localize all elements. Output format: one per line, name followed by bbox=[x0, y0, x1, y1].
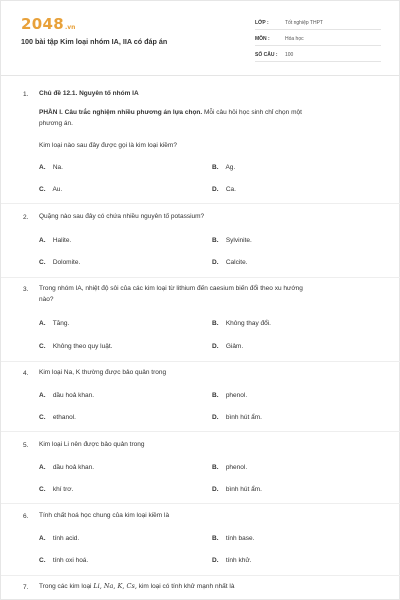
topic-number: 1. bbox=[23, 91, 29, 98]
option-a[interactable]: A. dầu hoả khan. bbox=[39, 392, 95, 399]
question-number: 2. bbox=[23, 214, 29, 221]
question-number: 3. bbox=[23, 286, 29, 293]
meta-value: 100 bbox=[285, 52, 294, 58]
option-c[interactable]: C. khí trơ. bbox=[39, 486, 74, 493]
meta-row-subject bbox=[255, 31, 381, 46]
option-a[interactable]: A. tính acid. bbox=[39, 535, 80, 542]
part-text: Mỗi câu hỏi học sinh chỉ chọn một bbox=[202, 109, 302, 116]
option-b[interactable]: B. phenol. bbox=[212, 392, 248, 399]
question-text: Kim loại Na, K thường được bảo quản trong bbox=[39, 369, 167, 376]
question-divider bbox=[1, 575, 400, 576]
meta-key: LỚP : bbox=[255, 20, 269, 26]
option-b[interactable]: B. Ag. bbox=[212, 164, 236, 171]
option-d[interactable]: D. bình hút ẩm. bbox=[212, 486, 262, 493]
question-divider bbox=[1, 203, 400, 204]
option-d[interactable]: D. bình hút ẩm. bbox=[212, 414, 262, 421]
meta-value: Tốt nghiệp THPT bbox=[285, 20, 323, 26]
meta-key: SỐ CÂU : bbox=[255, 52, 278, 58]
option-d[interactable]: D. tính khử. bbox=[212, 557, 252, 564]
question-number: 7. bbox=[23, 584, 29, 591]
question-text: Trong các kim loại Li, Na, K, Cs, kim loại có tính khử mạnh nhất là bbox=[39, 582, 235, 590]
site-logo[interactable] bbox=[21, 15, 75, 33]
option-b[interactable]: B. Không thay đổi. bbox=[212, 320, 271, 327]
option-b[interactable]: B. phenol. bbox=[212, 464, 248, 471]
topic-title: Chủ đề 12.1. Nguyên tố nhóm IA bbox=[39, 90, 139, 97]
question-text: Kim loại nào sau đây được gọi là kim loại kiềm? bbox=[39, 142, 177, 149]
document-header bbox=[1, 1, 400, 75]
option-d[interactable]: D. Giảm. bbox=[212, 343, 244, 350]
logo-suffix: .vn bbox=[64, 24, 76, 31]
option-d[interactable]: D. Ca. bbox=[212, 186, 236, 193]
part-text-cont: phương án. bbox=[39, 120, 73, 127]
meta-row-count bbox=[255, 47, 381, 62]
option-a[interactable]: A. Tăng. bbox=[39, 320, 70, 327]
option-b[interactable]: B. tính base. bbox=[212, 535, 255, 542]
question-text: Kim loại Li nên được bảo quản trong bbox=[39, 441, 145, 448]
meta-row-class bbox=[255, 15, 381, 30]
meta-table bbox=[255, 15, 381, 63]
option-c[interactable]: C. Au. bbox=[39, 186, 63, 193]
option-c[interactable]: C. Không theo quy luật. bbox=[39, 343, 113, 350]
part-heading: PHẦN I. Câu trắc nghiệm nhiều phương án lựa chọn. bbox=[39, 109, 203, 116]
question-number: 5. bbox=[23, 442, 29, 449]
question-number: 4. bbox=[23, 370, 29, 377]
question-divider bbox=[1, 431, 400, 432]
question-text: Tính chất hoá học chung của kim loại kiềm là bbox=[39, 512, 170, 519]
document-title: 100 bài tập Kim loại nhóm IA, IIA có đáp án bbox=[21, 37, 168, 46]
logo-main: 2048 bbox=[21, 15, 64, 33]
question-text: Quặng nào sau đây có chứa nhiều nguyên tố potassium? bbox=[39, 213, 205, 220]
option-a[interactable]: A. Na. bbox=[39, 164, 63, 171]
question-divider bbox=[1, 503, 400, 504]
part-instruction bbox=[39, 107, 379, 129]
question-number: 6. bbox=[23, 513, 29, 520]
meta-value: Hóa học bbox=[285, 36, 304, 42]
option-d[interactable]: D. Calcite. bbox=[212, 259, 248, 266]
question-divider bbox=[1, 361, 400, 362]
option-c[interactable]: C. ethanol. bbox=[39, 414, 76, 421]
header-divider bbox=[1, 75, 400, 76]
question-text: Trong nhóm IA, nhiệt độ sôi của các kim loại từ lithium đến caesium biến đổi theo xu hướng nào? bbox=[39, 285, 303, 303]
question-divider bbox=[1, 277, 400, 278]
option-c[interactable]: C. Dolomite. bbox=[39, 259, 81, 266]
option-a[interactable]: A. dầu hoả khan. bbox=[39, 464, 95, 471]
meta-key: MÔN : bbox=[255, 36, 270, 42]
option-c[interactable]: C. tính oxi hoá. bbox=[39, 557, 89, 564]
element-list-math: Li, Na, K, Cs, bbox=[93, 582, 137, 590]
option-a[interactable]: A. Halite. bbox=[39, 237, 72, 244]
option-b[interactable]: B. Sylvinite. bbox=[212, 237, 252, 244]
